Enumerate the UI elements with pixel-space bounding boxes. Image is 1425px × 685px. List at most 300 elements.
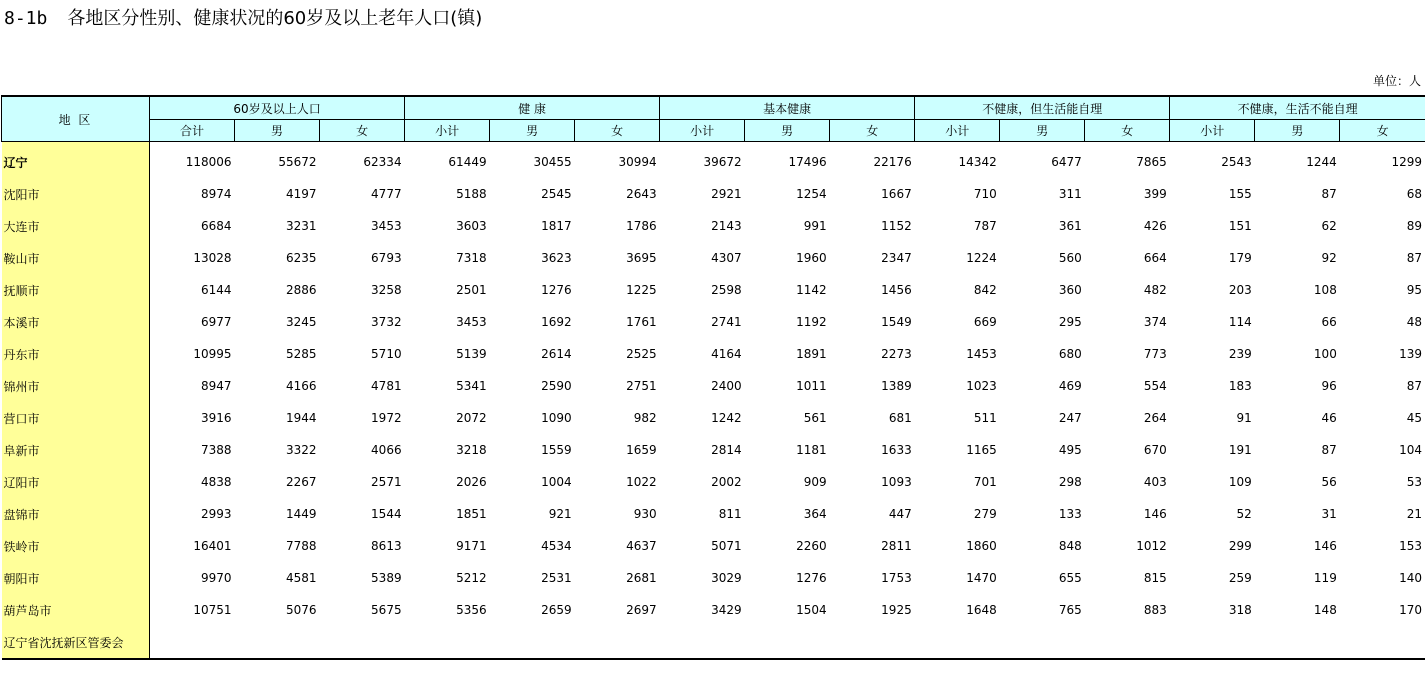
table-row xyxy=(2,274,1425,306)
table-cell: 426 xyxy=(1143,219,1167,233)
table-cell: 52 xyxy=(1236,507,1252,521)
table-cell: 7388 xyxy=(201,443,232,457)
table-cell: 4781 xyxy=(371,379,402,393)
table-cell: 1011 xyxy=(796,379,827,393)
table-cell: 1559 xyxy=(541,443,572,457)
region-name: 铁岭市 xyxy=(2,530,150,562)
group-header-healthy: 健 康 xyxy=(405,96,660,120)
table-cell: 2697 xyxy=(626,603,657,617)
table-cell: 311 xyxy=(1058,187,1082,201)
table-cell: 16401 xyxy=(193,539,232,553)
table-cell xyxy=(150,626,235,659)
table-cell xyxy=(235,626,320,659)
table-cell: 133 xyxy=(1058,507,1082,521)
table-cell: 1549 xyxy=(881,315,912,329)
table-cell: 1851 xyxy=(456,507,487,521)
table-cell: 1449 xyxy=(286,507,317,521)
region-name: 大连市 xyxy=(2,210,150,242)
table-cell: 1276 xyxy=(541,283,572,297)
table-cell xyxy=(1085,626,1170,659)
table-cell: 1276 xyxy=(796,571,827,585)
region-name: 辽阳市 xyxy=(2,466,150,498)
table-cell: 6144 xyxy=(201,283,232,297)
table-row xyxy=(2,594,1425,626)
table-cell: 140 xyxy=(1399,571,1422,585)
table-cell: 495 xyxy=(1058,443,1082,457)
table-cell: 6793 xyxy=(371,251,402,265)
table-cell: 848 xyxy=(1058,539,1082,553)
table-cell: 765 xyxy=(1058,603,1082,617)
table-cell: 2886 xyxy=(286,283,317,297)
table-cell: 3218 xyxy=(456,443,487,457)
table-cell: 2741 xyxy=(711,315,742,329)
table-cell: 21 xyxy=(1406,507,1422,521)
table-cell: 1544 xyxy=(371,507,402,521)
table-cell: 104 xyxy=(1399,443,1422,457)
table-cell: 92 xyxy=(1321,251,1337,265)
table-cell: 91 xyxy=(1236,411,1252,425)
table-cell: 2643 xyxy=(626,187,657,201)
table-cell: 119 xyxy=(1313,571,1337,585)
table-row xyxy=(2,402,1425,434)
table-row xyxy=(2,178,1425,210)
table-cell: 1504 xyxy=(796,603,827,617)
group-header-total: 60岁及以上人口 xyxy=(150,96,405,120)
table-cell: 10751 xyxy=(193,603,232,617)
table-cell: 361 xyxy=(1058,219,1082,233)
table-cell xyxy=(830,626,915,659)
table-cell: 179 xyxy=(1228,251,1252,265)
header-group-row xyxy=(2,96,1425,120)
table-cell: 62 xyxy=(1321,219,1337,233)
table-cell: 148 xyxy=(1313,603,1337,617)
table-cell: 39672 xyxy=(703,155,742,169)
sub-header: 女 xyxy=(575,120,660,142)
table-cell: 3695 xyxy=(626,251,657,265)
table-cell: 9171 xyxy=(456,539,487,553)
table-cell: 56 xyxy=(1321,475,1337,489)
table-cell: 4197 xyxy=(286,187,317,201)
table-cell: 6684 xyxy=(201,219,232,233)
region-name: 阜新市 xyxy=(2,434,150,466)
table-cell xyxy=(660,626,745,659)
sub-header: 女 xyxy=(1085,120,1170,142)
table-cell: 146 xyxy=(1143,507,1167,521)
table-cell: 239 xyxy=(1228,347,1252,361)
table-cell: 1244 xyxy=(1306,155,1337,169)
table-cell: 118006 xyxy=(185,155,232,169)
table-cell: 5675 xyxy=(371,603,402,617)
table-cell xyxy=(405,626,490,659)
table-cell: 399 xyxy=(1143,187,1167,201)
table-cell xyxy=(1255,626,1340,659)
group-header-basically-healthy: 基本健康 xyxy=(660,96,915,120)
table-cell: 3453 xyxy=(456,315,487,329)
table-cell: 1753 xyxy=(881,571,912,585)
table-cell: 1225 xyxy=(626,283,657,297)
table-cell: 2681 xyxy=(626,571,657,585)
table-cell: 55672 xyxy=(278,155,317,169)
table-cell: 991 xyxy=(803,219,827,233)
sub-header: 男 xyxy=(1255,120,1340,142)
table-row xyxy=(2,338,1425,370)
table-cell: 669 xyxy=(973,315,997,329)
table-cell: 560 xyxy=(1058,251,1082,265)
table-cell: 1090 xyxy=(541,411,572,425)
table-cell: 1224 xyxy=(966,251,997,265)
table-cell: 279 xyxy=(973,507,997,521)
table-cell: 710 xyxy=(973,187,997,201)
table-cell: 5356 xyxy=(456,603,487,617)
table-cell: 5341 xyxy=(456,379,487,393)
table-cell: 5710 xyxy=(371,347,402,361)
table-cell: 930 xyxy=(633,507,657,521)
table-cell: 2260 xyxy=(796,539,827,553)
region-name: 沈阳市 xyxy=(2,178,150,210)
table-cell: 2751 xyxy=(626,379,657,393)
table-cell: 8974 xyxy=(201,187,232,201)
table-cell xyxy=(745,626,830,659)
table-cell: 561 xyxy=(803,411,827,425)
table-cell: 670 xyxy=(1143,443,1167,457)
table-cell: 1165 xyxy=(966,443,997,457)
region-name: 丹东市 xyxy=(2,338,150,370)
region-name: 本溪市 xyxy=(2,306,150,338)
table-cell: 5076 xyxy=(286,603,317,617)
table-cell: 554 xyxy=(1143,379,1167,393)
table-cell: 9970 xyxy=(201,571,232,585)
table-cell: 921 xyxy=(548,507,572,521)
table-cell: 1142 xyxy=(796,283,827,297)
table-cell: 259 xyxy=(1228,571,1252,585)
table-cell: 31 xyxy=(1321,507,1337,521)
table-cell: 680 xyxy=(1058,347,1082,361)
table-cell: 2598 xyxy=(711,283,742,297)
sub-header: 女 xyxy=(830,120,915,142)
table-cell: 139 xyxy=(1399,347,1422,361)
table-cell xyxy=(915,626,1000,659)
table-cell: 5212 xyxy=(456,571,487,585)
table-row xyxy=(2,498,1425,530)
table-cell: 45 xyxy=(1406,411,1422,425)
table-cell: 511 xyxy=(973,411,997,425)
table-cell: 6477 xyxy=(1051,155,1082,169)
table-cell: 773 xyxy=(1143,347,1167,361)
table-row xyxy=(2,562,1425,594)
table-row xyxy=(2,210,1425,242)
table-cell: 1944 xyxy=(286,411,317,425)
table-cell: 6235 xyxy=(286,251,317,265)
sub-header: 女 xyxy=(320,120,405,142)
table-cell: 46 xyxy=(1321,411,1337,425)
table-cell: 447 xyxy=(888,507,912,521)
group-header-unhealthy-no-self-care: 不健康，生活不能自理 xyxy=(1170,96,1425,120)
table-cell: 30455 xyxy=(533,155,572,169)
table-cell: 2921 xyxy=(711,187,742,201)
table-body xyxy=(2,142,1425,660)
table-cell: 2659 xyxy=(541,603,572,617)
table-cell: 2143 xyxy=(711,219,742,233)
table-cell: 22176 xyxy=(873,155,912,169)
table-cell: 66 xyxy=(1321,315,1337,329)
table-cell: 183 xyxy=(1228,379,1252,393)
table-cell: 1891 xyxy=(796,347,827,361)
table-cell: 1817 xyxy=(541,219,572,233)
table-cell: 295 xyxy=(1058,315,1082,329)
region-name: 抚顺市 xyxy=(2,274,150,306)
table-cell: 5071 xyxy=(711,539,742,553)
region-name: 辽宁 xyxy=(2,142,150,179)
table-row xyxy=(2,434,1425,466)
table-cell: 2614 xyxy=(541,347,572,361)
table-cell: 4307 xyxy=(711,251,742,265)
table-cell: 3453 xyxy=(371,219,402,233)
table-cell xyxy=(1170,626,1255,659)
table-cell: 4164 xyxy=(711,347,742,361)
sub-header: 小计 xyxy=(915,120,1000,142)
table-row xyxy=(2,242,1425,274)
table-cell: 153 xyxy=(1399,539,1422,553)
table-cell: 4166 xyxy=(286,379,317,393)
sub-header: 小计 xyxy=(1170,120,1255,142)
table-cell: 5389 xyxy=(371,571,402,585)
table-title: 各地区分性别、健康状况的60岁及以上老年人口(镇) xyxy=(67,8,483,29)
table-cell: 1633 xyxy=(881,443,912,457)
table-cell: 2543 xyxy=(1221,155,1252,169)
table-cell: 53 xyxy=(1406,475,1422,489)
table-cell: 1012 xyxy=(1136,539,1167,553)
table-cell xyxy=(1000,626,1085,659)
sub-header: 男 xyxy=(235,120,320,142)
table-cell: 664 xyxy=(1143,251,1167,265)
table-cell: 114 xyxy=(1228,315,1252,329)
table-cell: 30994 xyxy=(618,155,657,169)
table-cell: 155 xyxy=(1228,187,1252,201)
table-cell: 62334 xyxy=(363,155,402,169)
table-cell: 469 xyxy=(1058,379,1082,393)
table-cell: 1254 xyxy=(796,187,827,201)
table-cell: 3322 xyxy=(286,443,317,457)
table-cell: 5188 xyxy=(456,187,487,201)
table-cell: 1004 xyxy=(541,475,572,489)
table-cell: 3429 xyxy=(711,603,742,617)
table-cell: 883 xyxy=(1143,603,1167,617)
table-cell: 2811 xyxy=(881,539,912,553)
table-cell: 1925 xyxy=(881,603,912,617)
table-cell: 2531 xyxy=(541,571,572,585)
table-cell: 7318 xyxy=(456,251,487,265)
table-cell: 89 xyxy=(1406,219,1422,233)
table-cell: 3603 xyxy=(456,219,487,233)
table-cell: 4534 xyxy=(541,539,572,553)
table-cell: 100 xyxy=(1313,347,1337,361)
table-cell: 374 xyxy=(1143,315,1167,329)
table-cell: 2072 xyxy=(456,411,487,425)
table-cell: 1192 xyxy=(796,315,827,329)
table-cell: 14342 xyxy=(958,155,997,169)
table-row xyxy=(2,306,1425,338)
region-name: 朝阳市 xyxy=(2,562,150,594)
table-cell: 1453 xyxy=(966,347,997,361)
table-cell: 2501 xyxy=(456,283,487,297)
table-cell: 1242 xyxy=(711,411,742,425)
table-cell: 3029 xyxy=(711,571,742,585)
table-cell: 298 xyxy=(1058,475,1082,489)
table-cell: 2545 xyxy=(541,187,572,201)
unit-label: 单位：人 xyxy=(1372,74,1421,88)
table-row xyxy=(2,626,1425,659)
table-cell: 109 xyxy=(1228,475,1252,489)
sub-header: 女 xyxy=(1340,120,1425,142)
region-name: 葫芦岛市 xyxy=(2,594,150,626)
table-cell: 4838 xyxy=(201,475,232,489)
table-cell: 7865 xyxy=(1136,155,1167,169)
table-cell: 482 xyxy=(1143,283,1167,297)
table-cell: 1960 xyxy=(796,251,827,265)
table-cell xyxy=(1340,626,1425,659)
table-cell: 2525 xyxy=(626,347,657,361)
table-cell: 1692 xyxy=(541,315,572,329)
group-header-unhealthy-self-care: 不健康，但生活能自理 xyxy=(915,96,1170,120)
table-cell: 1470 xyxy=(966,571,997,585)
sub-header: 男 xyxy=(1000,120,1085,142)
region-name: 营口市 xyxy=(2,402,150,434)
table-cell: 3732 xyxy=(371,315,402,329)
table-cell: 13028 xyxy=(193,251,232,265)
region-name: 锦州市 xyxy=(2,370,150,402)
table-cell: 203 xyxy=(1228,283,1252,297)
table-code: 8-1b xyxy=(4,8,48,29)
table-cell: 1181 xyxy=(796,443,827,457)
table-cell: 6977 xyxy=(201,315,232,329)
population-table xyxy=(1,95,1425,660)
table-cell: 170 xyxy=(1399,603,1422,617)
region-header-label: 地 区 xyxy=(58,112,93,127)
table-cell: 2590 xyxy=(541,379,572,393)
table-cell: 2993 xyxy=(201,507,232,521)
table-cell: 2347 xyxy=(881,251,912,265)
table-cell: 815 xyxy=(1143,571,1167,585)
table-cell: 909 xyxy=(803,475,827,489)
page-title xyxy=(4,8,482,30)
sub-header: 小计 xyxy=(405,120,490,142)
table-cell: 299 xyxy=(1228,539,1252,553)
table-cell xyxy=(320,626,405,659)
table-cell: 681 xyxy=(888,411,912,425)
table-cell: 5285 xyxy=(286,347,317,361)
table-cell: 2571 xyxy=(371,475,402,489)
table-cell: 1023 xyxy=(966,379,997,393)
table-cell: 8947 xyxy=(201,379,232,393)
table-row xyxy=(2,530,1425,562)
table-cell: 3258 xyxy=(371,283,402,297)
sub-header: 男 xyxy=(490,120,575,142)
table-cell: 982 xyxy=(633,411,657,425)
table-cell: 1389 xyxy=(881,379,912,393)
table-cell: 1860 xyxy=(966,539,997,553)
table-cell: 61449 xyxy=(448,155,487,169)
region-name: 盘锦市 xyxy=(2,498,150,530)
table-cell: 7788 xyxy=(286,539,317,553)
table-cell: 1648 xyxy=(966,603,997,617)
region-name: 辽宁省沈抚新区管委会 xyxy=(2,626,150,659)
table-cell: 701 xyxy=(973,475,997,489)
table-row xyxy=(2,466,1425,498)
sub-header: 合计 xyxy=(150,120,235,142)
table-cell: 87 xyxy=(1321,187,1337,201)
region-column-header xyxy=(2,96,150,142)
table-cell: 2026 xyxy=(456,475,487,489)
table-cell: 264 xyxy=(1143,411,1167,425)
table-cell: 87 xyxy=(1321,443,1337,457)
table-cell: 17496 xyxy=(788,155,827,169)
table-cell: 1786 xyxy=(626,219,657,233)
table-cell: 1972 xyxy=(371,411,402,425)
table-row-total xyxy=(2,142,1425,179)
table-cell: 108 xyxy=(1313,283,1337,297)
table-cell: 96 xyxy=(1321,379,1337,393)
table-cell: 2002 xyxy=(711,475,742,489)
table-cell: 3231 xyxy=(286,219,317,233)
table-cell: 655 xyxy=(1058,571,1082,585)
table-cell: 2273 xyxy=(881,347,912,361)
table-cell: 87 xyxy=(1406,379,1422,393)
header-sub-row xyxy=(2,120,1425,142)
table-row xyxy=(2,370,1425,402)
table-cell: 1093 xyxy=(881,475,912,489)
table-cell: 48 xyxy=(1406,315,1422,329)
table-cell: 364 xyxy=(803,507,827,521)
table-cell: 318 xyxy=(1228,603,1252,617)
table-cell: 4637 xyxy=(626,539,657,553)
table-cell: 87 xyxy=(1406,251,1422,265)
table-cell xyxy=(575,626,660,659)
table-cell: 247 xyxy=(1058,411,1082,425)
table-cell: 3623 xyxy=(541,251,572,265)
table-cell: 1659 xyxy=(626,443,657,457)
table-cell: 2400 xyxy=(711,379,742,393)
table-cell: 842 xyxy=(973,283,997,297)
table-cell: 1022 xyxy=(626,475,657,489)
table-cell: 8613 xyxy=(371,539,402,553)
table-cell: 1299 xyxy=(1391,155,1422,169)
table-cell: 4581 xyxy=(286,571,317,585)
table-cell: 5139 xyxy=(456,347,487,361)
table-cell: 1456 xyxy=(881,283,912,297)
table-cell: 3916 xyxy=(201,411,232,425)
sub-header: 男 xyxy=(745,120,830,142)
table-cell: 1667 xyxy=(881,187,912,201)
table-cell: 4777 xyxy=(371,187,402,201)
table-cell: 191 xyxy=(1228,443,1252,457)
table-cell xyxy=(490,626,575,659)
table-cell: 1761 xyxy=(626,315,657,329)
table-cell: 3245 xyxy=(286,315,317,329)
table-cell: 787 xyxy=(973,219,997,233)
table-cell: 2267 xyxy=(286,475,317,489)
table-cell: 403 xyxy=(1143,475,1167,489)
region-name: 鞍山市 xyxy=(2,242,150,274)
table-cell: 360 xyxy=(1058,283,1082,297)
table-cell: 10995 xyxy=(193,347,232,361)
table-cell: 2814 xyxy=(711,443,742,457)
sub-header: 小计 xyxy=(660,120,745,142)
table-cell: 146 xyxy=(1313,539,1337,553)
table-cell: 151 xyxy=(1228,219,1252,233)
table-cell: 4066 xyxy=(371,443,402,457)
table-cell: 95 xyxy=(1406,283,1422,297)
table-header xyxy=(2,96,1425,142)
